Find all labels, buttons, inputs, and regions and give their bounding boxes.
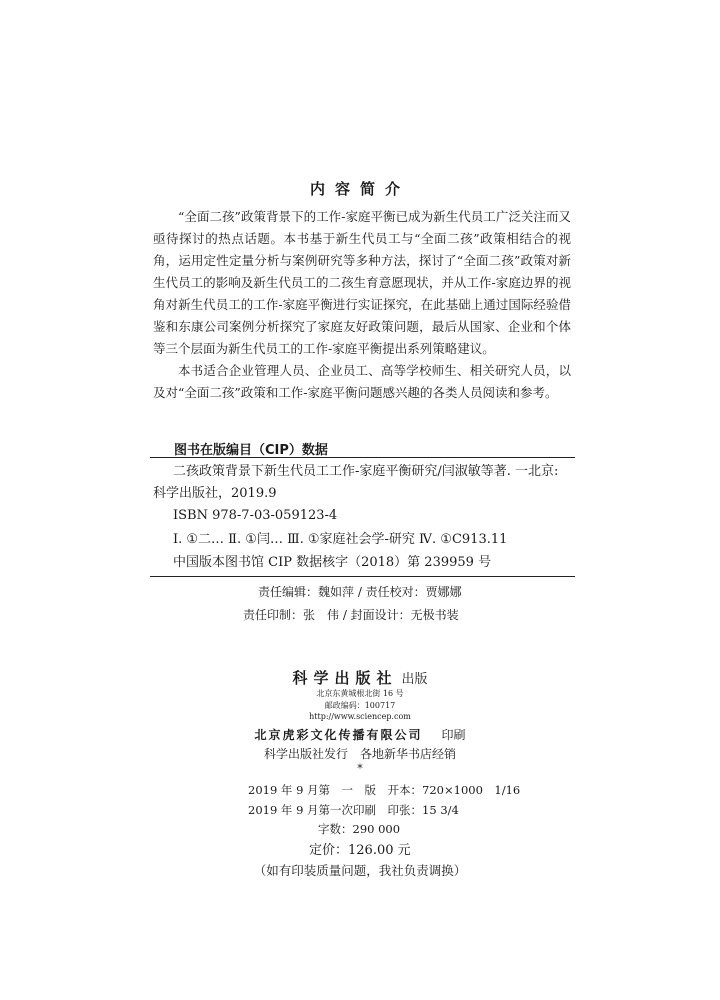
summary-title: 内容简介	[309, 180, 410, 198]
publisher-suffix: 出版	[401, 672, 428, 687]
printing-credits: 责任印制：张 伟 / 封面设计：无极书装	[243, 608, 459, 622]
cip-isbn: ISBN 978-7-03-059123-4	[173, 508, 338, 523]
printing-line: 2019 年 9 月第一次印刷 印张：15 3/4	[248, 803, 459, 817]
cip-top-rule	[150, 457, 575, 458]
price: 定价：126.00 元	[309, 843, 411, 858]
cip-classification: Ⅰ. ①二… Ⅱ. ①闫… Ⅲ. ①家庭社会学-研究 Ⅳ. ①C913.11	[173, 532, 508, 547]
distribution-line: 科学出版社发行 各地新华书店经销	[263, 747, 456, 761]
printer-name: 北京虎彩文化传播有限公司	[254, 728, 423, 742]
publisher-address: 北京东黄城根北街 16 号	[316, 689, 404, 698]
cip-title-line: 二孩政策背景下新生代员工工作-家庭平衡研究/闫淑敏等著. 一北京:	[173, 464, 559, 479]
edition-line: 2019 年 9 月第 一 版 开本：720×1000 1/16	[248, 783, 521, 797]
summary-body	[153, 206, 571, 404]
publisher-line	[0, 667, 720, 688]
quality-note: （如有印装质量问题，我社负责调换）	[253, 863, 467, 878]
editor-credits: 责任编辑：魏如萍 / 责任校对：贾娜娜	[258, 585, 462, 599]
publisher-postcode: 邮政编码：100717	[324, 701, 396, 710]
printer-suffix: 印刷	[441, 728, 466, 742]
publisher-url: http://www.sciencep.com	[309, 712, 411, 721]
summary-paragraph: 本书适合企业管理人员、企业员工、高等学校师生、相关研究人员，以及对“全面二孩”政策和工作-家庭平衡问题感兴趣的各类人员阅读和参考。	[153, 363, 571, 400]
publisher-name: 科学出版社	[292, 669, 398, 687]
printer-line	[0, 724, 720, 743]
cip-publisher-line: 科学出版社，2019.9	[153, 486, 277, 501]
word-count: 字数：290 000	[318, 822, 401, 836]
summary-paragraph: “全面二孩”政策背景下的工作-家庭平衡已成为新生代员工广泛关注而又亟待探讨的热点话题。本书基于新生代员工与“全面二孩”政策相结合的视角，运用定性定量分析与案例研究等多种方法，探讨了“全面二孩”政策对新生代员工的影响及新生代员工的二孩生育意愿现状，并从工作-家庭边界的视角对新生代员工的工作-家庭平衡进行实证探究，在此基础上通过国际经验借鉴和东康公司案例分析探究了家庭友好政策问题，最后从国家、企业和个体等三个层面为新生代员工的工作-家庭平衡提出系列策略建议。	[153, 209, 571, 356]
cip-bottom-rule	[150, 576, 575, 577]
separator-asterisk: *	[357, 762, 363, 775]
cip-library-record: 中国版本图书馆 CIP 数据核字（2018）第 239959 号	[173, 555, 492, 570]
cip-heading: 图书在版编目（CIP）数据	[174, 443, 328, 458]
